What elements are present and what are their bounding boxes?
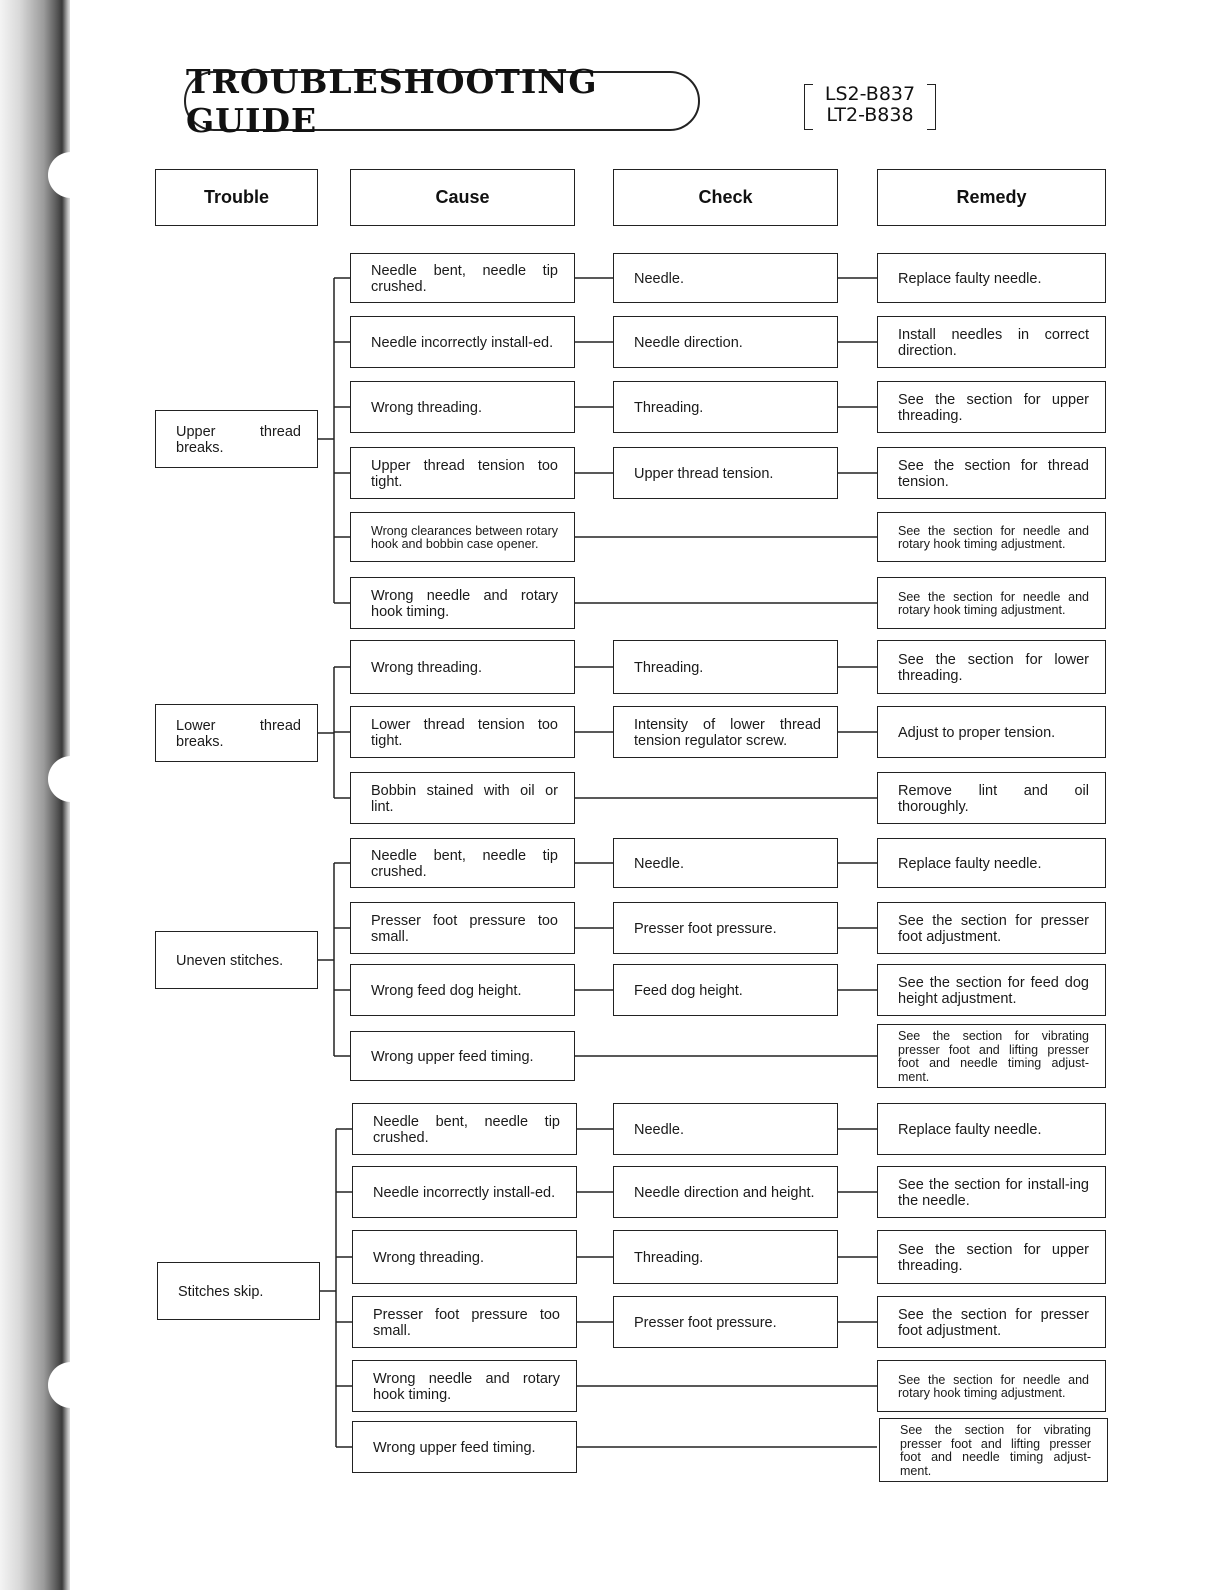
remedy-box: Adjust to proper tension. — [877, 706, 1106, 758]
header-remedy: Remedy — [877, 169, 1106, 226]
remedy-box: See the section for presser foot adjustment. — [877, 902, 1106, 954]
remedy-box: See the section for needle and rotary hook timing adjustment. — [877, 512, 1106, 562]
trouble-box: Lower thread breaks. — [155, 704, 318, 762]
remedy-box: See the section for install-ing the needle. — [877, 1166, 1106, 1218]
cause-box: Presser foot pressure too small. — [352, 1296, 577, 1348]
trouble-box: Upper thread breaks. — [155, 410, 318, 468]
remedy-box: Install needles in correct direction. — [877, 316, 1106, 368]
remedy-box: Replace faulty needle. — [877, 838, 1106, 888]
header-check: Check — [613, 169, 838, 226]
cause-box: Presser foot pressure too small. — [350, 902, 575, 954]
trouble-box: Stitches skip. — [157, 1262, 320, 1320]
check-box: Upper thread tension. — [613, 447, 838, 499]
remedy-box: See the section for vibrating presser foot and lifting presser foot and needle timing adjust-ment. — [877, 1024, 1106, 1088]
cause-box: Needle incorrectly install-ed. — [352, 1166, 577, 1218]
cause-box: Wrong upper feed timing. — [352, 1421, 577, 1473]
check-box: Threading. — [613, 640, 838, 694]
cause-box: Needle bent, needle tip crushed. — [352, 1103, 577, 1155]
remedy-box: Replace faulty needle. — [877, 1103, 1106, 1155]
model-number: LT2-B838 — [826, 104, 914, 126]
check-box: Feed dog height. — [613, 964, 838, 1016]
cause-box: Needle bent, needle tip crushed. — [350, 253, 575, 303]
cause-box: Upper thread tension too tight. — [350, 447, 575, 499]
check-box: Presser foot pressure. — [613, 1296, 838, 1348]
check-box: Presser foot pressure. — [613, 902, 838, 954]
check-box: Threading. — [613, 381, 838, 433]
cause-box: Needle bent, needle tip crushed. — [350, 838, 575, 888]
cause-box: Wrong threading. — [352, 1230, 577, 1284]
remedy-box: See the section for thread tension. — [877, 447, 1106, 499]
cause-box: Wrong clearances between rotary hook and bobbin case opener. — [350, 512, 575, 562]
check-box: Needle direction. — [613, 316, 838, 368]
cause-box: Bobbin stained with oil or lint. — [350, 772, 575, 824]
remedy-box: See the section for needle and rotary hook timing adjustment. — [877, 577, 1106, 629]
trouble-box: Uneven stitches. — [155, 931, 318, 989]
remedy-box: See the section for upper threading. — [877, 381, 1106, 433]
check-box: Needle direction and height. — [613, 1166, 838, 1218]
cause-box: Wrong upper feed timing. — [350, 1031, 575, 1081]
remedy-box: See the section for presser foot adjustment. — [877, 1296, 1106, 1348]
check-box: Threading. — [613, 1230, 838, 1284]
remedy-box: See the section for vibrating presser foot and lifting presser foot and needle timing adjust-ment. — [879, 1418, 1108, 1482]
cause-box: Wrong needle and rotary hook timing. — [352, 1360, 577, 1412]
remedy-box: See the section for feed dog height adjustment. — [877, 964, 1106, 1016]
cause-box: Lower thread tension too tight. — [350, 706, 575, 758]
remedy-box: Remove lint and oil thoroughly. — [877, 772, 1106, 824]
model-number: LS2-B837 — [824, 83, 916, 105]
remedy-box: See the section for lower threading. — [877, 640, 1106, 694]
check-box: Intensity of lower thread tension regulator screw. — [613, 706, 838, 758]
cause-box: Wrong threading. — [350, 640, 575, 694]
cause-box: Needle incorrectly install-ed. — [350, 316, 575, 368]
cause-box: Wrong threading. — [350, 381, 575, 433]
header-trouble: Trouble — [155, 169, 318, 226]
header-cause: Cause — [350, 169, 575, 226]
check-box: Needle. — [613, 253, 838, 303]
check-box: Needle. — [613, 838, 838, 888]
remedy-box: See the section for needle and rotary hook timing adjustment. — [877, 1360, 1106, 1412]
remedy-box: See the section for upper threading. — [877, 1230, 1106, 1284]
page-title: TROUBLESHOOTING GUIDE — [184, 71, 700, 131]
cause-box: Wrong feed dog height. — [350, 964, 575, 1016]
check-box: Needle. — [613, 1103, 838, 1155]
remedy-box: Replace faulty needle. — [877, 253, 1106, 303]
cause-box: Wrong needle and rotary hook timing. — [350, 577, 575, 629]
